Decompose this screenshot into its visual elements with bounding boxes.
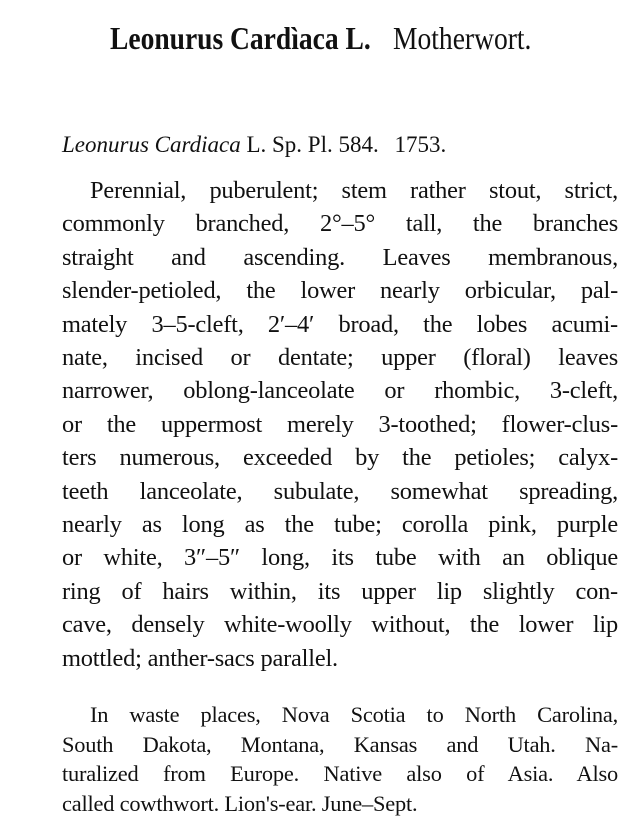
description-line: nate, incised or dentate; upper (floral) leaves xyxy=(62,344,618,372)
description-line: Perennial, puberulent; stem rather stout, strict, xyxy=(90,177,618,204)
title-species-name: Leonurus Cardìaca xyxy=(110,20,339,56)
habitat-paragraph xyxy=(62,700,618,818)
description-paragraph xyxy=(62,174,618,675)
description-line: cave, densely white-woolly without, the lower lip xyxy=(62,611,618,639)
description-line: mately 3–5-cleft, 2′–4′ broad, the lobes acumi- xyxy=(62,310,618,338)
description-line: slender-petioled, the lower nearly orbicular, pal- xyxy=(62,277,618,305)
description-line: mottled; anther-sacs parallel. xyxy=(62,644,338,672)
habitat-line: In waste places, Nova Scotia to North Carolina, xyxy=(90,702,618,727)
description-line: ring of hairs within, its upper lip slightly con- xyxy=(62,577,618,605)
citation-species-name: Leonurus Cardiaca xyxy=(62,132,241,157)
description-line: teeth lanceolate, subulate, somewhat spreading, xyxy=(62,477,618,505)
citation-reference: L. Sp. Pl. 584. xyxy=(246,132,379,157)
description-line: narrower, oblong-lanceolate or rhombic, 3-cleft, xyxy=(62,377,618,405)
title-author: L. xyxy=(345,20,371,56)
page-title xyxy=(110,18,540,58)
description-line: straight and ascending. Leaves membranous, xyxy=(62,243,618,271)
description-line: nearly as long as the tube; corolla pink, purple xyxy=(62,511,618,539)
habitat-line: turalized from Europe. Native also of Asia. Also xyxy=(62,761,618,786)
citation-line xyxy=(62,130,446,160)
description-line: or white, 3″–5″ long, its tube with an oblique xyxy=(62,544,618,572)
title-common-name: Motherwort. xyxy=(393,20,532,56)
description-line: commonly branched, 2°–5° tall, the branches xyxy=(62,210,618,238)
habitat-line: called cowthwort. Lion's-ear. June–Sept. xyxy=(62,790,418,816)
description-line: or the uppermost merely 3-toothed; flower-clus- xyxy=(62,410,618,438)
habitat-line: South Dakota, Montana, Kansas and Utah. Na- xyxy=(62,731,618,757)
description-line: ters numerous, exceeded by the petioles; calyx- xyxy=(62,444,618,472)
citation-year: 1753. xyxy=(394,132,447,157)
